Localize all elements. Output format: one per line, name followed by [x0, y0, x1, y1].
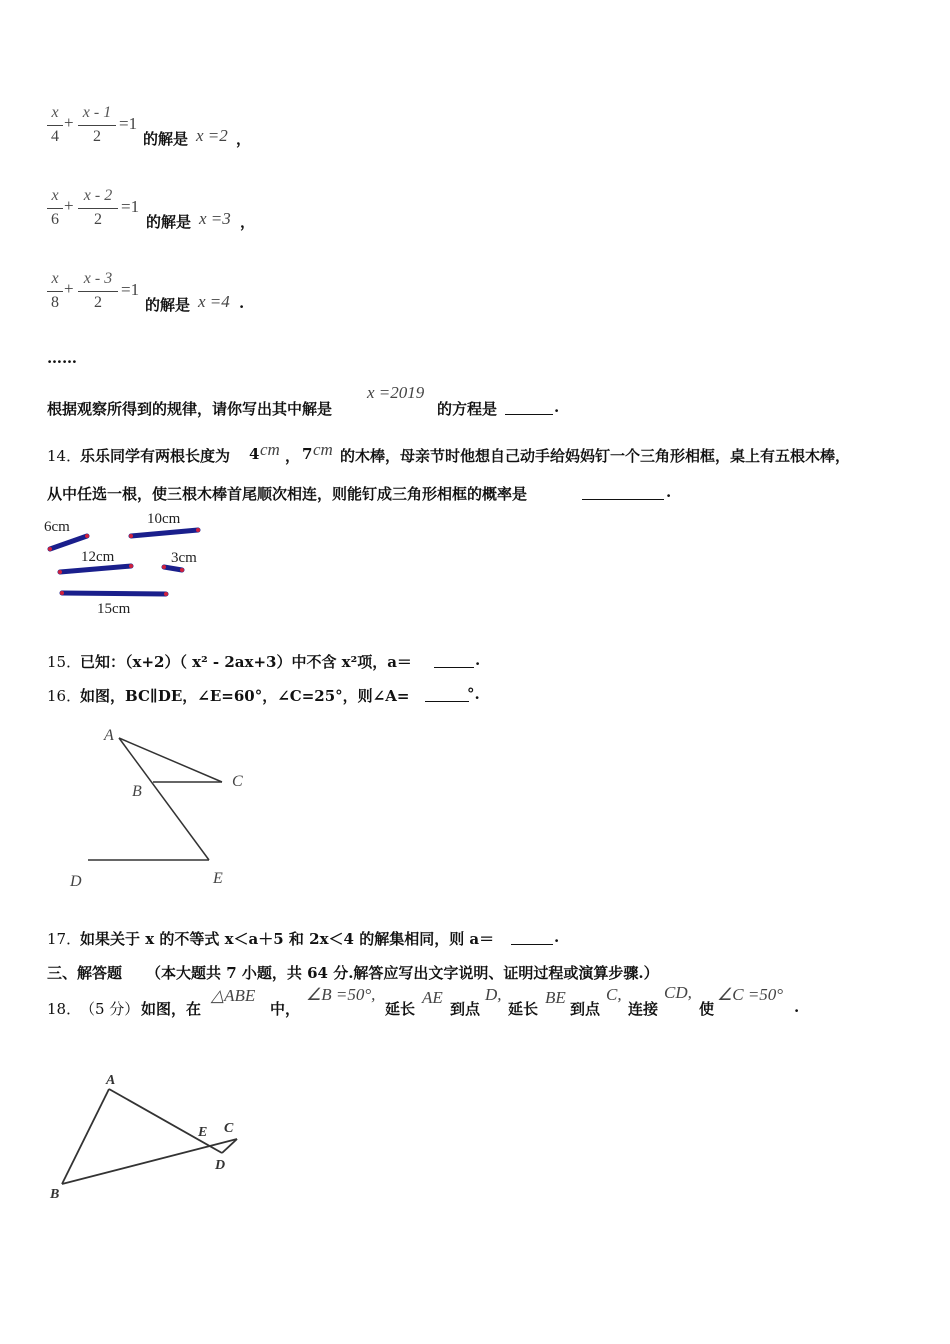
rule-solution: x =2019 [367, 383, 425, 402]
stick-end [129, 534, 133, 538]
stick-label: 15cm [97, 601, 131, 617]
fraction-x-minus-1-over-2: x - 1 2 [78, 104, 116, 148]
stick-end [180, 568, 184, 572]
punct: . [475, 651, 481, 669]
q16-text: 如图，BC∥DE，∠E=60°，∠C=25°，则∠A= [80, 687, 410, 705]
question-number-15: 15． [47, 653, 82, 671]
label-E: E [198, 1125, 208, 1140]
stick-6cm [50, 536, 87, 549]
section-title: 三、解答题 [47, 964, 123, 982]
q18-C: C, [606, 985, 622, 1004]
punct: ， [240, 213, 256, 231]
solution-value: x =3 [199, 209, 231, 228]
q17-text: 如果关于 x 的不等式 x＜a＋5 和 2x＜4 的解集相同，则 a＝ [80, 930, 495, 948]
equals-one: =1 [121, 197, 140, 216]
q16-figure [60, 720, 260, 895]
q18-angle-B: ∠B =50°, [306, 985, 376, 1004]
label-B: B [50, 1187, 60, 1202]
q14-sep: ， [285, 447, 301, 465]
plus-sign: + [64, 196, 74, 215]
fraction-x-over-6: x 6 [47, 187, 63, 231]
q15-text: 已知：（x+2）（ x² - 2ax+3）中不含 x²项，a＝ [80, 653, 412, 671]
q18-CD: CD, [664, 983, 692, 1002]
equals-one: =1 [119, 114, 138, 133]
solution-value: x =4 [198, 292, 230, 311]
segment-AB [62, 1089, 109, 1184]
solution-text: 的解是 [145, 296, 191, 314]
q18-AE: AE [422, 988, 443, 1007]
plus-sign: + [64, 279, 74, 298]
label-D: D [215, 1158, 226, 1173]
stick-end [129, 564, 133, 568]
label-D: D [70, 873, 82, 890]
segment-AD [109, 1089, 222, 1153]
q18-text-1: 如图，在 [141, 1000, 202, 1018]
stick-end [58, 570, 62, 574]
question-number-14: 14． [47, 447, 82, 465]
q18-triangle: △ABE [211, 986, 256, 1005]
punct: °. [467, 685, 480, 703]
segment-BC [62, 1139, 237, 1184]
q14-unit-2: cm [313, 440, 333, 459]
punct: ， [236, 130, 252, 148]
question-number-16: 16． [47, 687, 82, 705]
q18-text-5: 延长 [508, 1000, 539, 1018]
label-C: C [224, 1121, 234, 1136]
label-B: B [132, 783, 142, 800]
q14-unit-1: cm [260, 440, 280, 459]
rule-text: 根据观察所得到的规律，请你写出其中解是 [47, 400, 333, 418]
q18-BE: BE [545, 988, 566, 1007]
solution-value: x =2 [196, 126, 228, 145]
plus-sign: + [64, 113, 74, 132]
stick-end [85, 534, 89, 538]
q14-text-3: 从中任选一根，使三根木棒首尾顺次相连，则能钉成三角形相框的概率是 [47, 485, 528, 503]
label-A: A [104, 727, 114, 744]
stick-12cm [60, 566, 131, 572]
punct: . [666, 483, 672, 501]
q18-text-2: 中， [270, 1000, 301, 1018]
punct: . [554, 398, 560, 416]
answer-blank [511, 930, 553, 945]
q18-angle-C: ∠C =50° [717, 985, 784, 1004]
equals-one: =1 [121, 280, 140, 299]
ellipsis: …… [47, 349, 77, 367]
solution-text: 的解是 [143, 130, 189, 148]
fraction-x-over-4: x 4 [47, 104, 63, 148]
label-A: A [106, 1073, 116, 1088]
stick-end [162, 565, 166, 569]
q18-text-3: 延长 [385, 1000, 416, 1018]
fraction-x-minus-3-over-2: x - 3 2 [78, 270, 118, 314]
label-C: C [232, 773, 243, 790]
stick-3cm [164, 567, 182, 570]
answer-blank [582, 485, 664, 500]
sticks-figure [40, 505, 220, 620]
question-number-18: 18． [47, 1000, 82, 1018]
q14-value-2: 7 [302, 445, 313, 463]
punct: . [239, 294, 245, 312]
stick-end [196, 528, 200, 532]
punct: . [554, 928, 560, 946]
q14-value-1: 4 [249, 445, 260, 463]
stick-label: 10cm [147, 511, 181, 527]
fraction-x-over-8: x 8 [47, 270, 63, 314]
stick-label: 6cm [44, 519, 70, 535]
stick-end [60, 591, 64, 595]
stick-label: 12cm [81, 549, 115, 565]
q18-text-8: 使 [699, 1000, 715, 1018]
q14-text-2: 的木棒，母亲节时他想自己动手给妈妈钉一个三角形相框，桌上有五根木棒， [340, 447, 851, 465]
stick-15cm [62, 593, 166, 594]
q18-text-6: 到点 [570, 1000, 601, 1018]
label-E: E [213, 870, 223, 887]
q14-text-1: 乐乐同学有两根长度为 [80, 447, 231, 465]
stick-end [164, 592, 168, 596]
stick-end [48, 547, 52, 551]
solution-text: 的解是 [146, 213, 192, 231]
q18-text-4: 到点 [450, 1000, 481, 1018]
question-number-17: 17． [47, 930, 82, 948]
q18-D: D, [485, 985, 502, 1004]
q18-score: （5 分） [80, 1000, 140, 1018]
q18-text-7: 连接 [628, 1000, 659, 1018]
answer-blank [434, 653, 474, 668]
stick-label: 3cm [171, 550, 197, 566]
answer-blank [425, 687, 469, 702]
fraction-x-minus-2-over-2: x - 2 2 [78, 187, 118, 231]
rule-text-2: 的方程是 [437, 400, 498, 418]
section-note: （本大题共 7 小题，共 64 分.解答应写出文字说明、证明过程或演算步骤.） [146, 964, 659, 982]
punct: . [794, 998, 800, 1016]
q18-figure [40, 1065, 260, 1205]
answer-blank [505, 400, 553, 415]
stick-10cm [131, 530, 198, 536]
